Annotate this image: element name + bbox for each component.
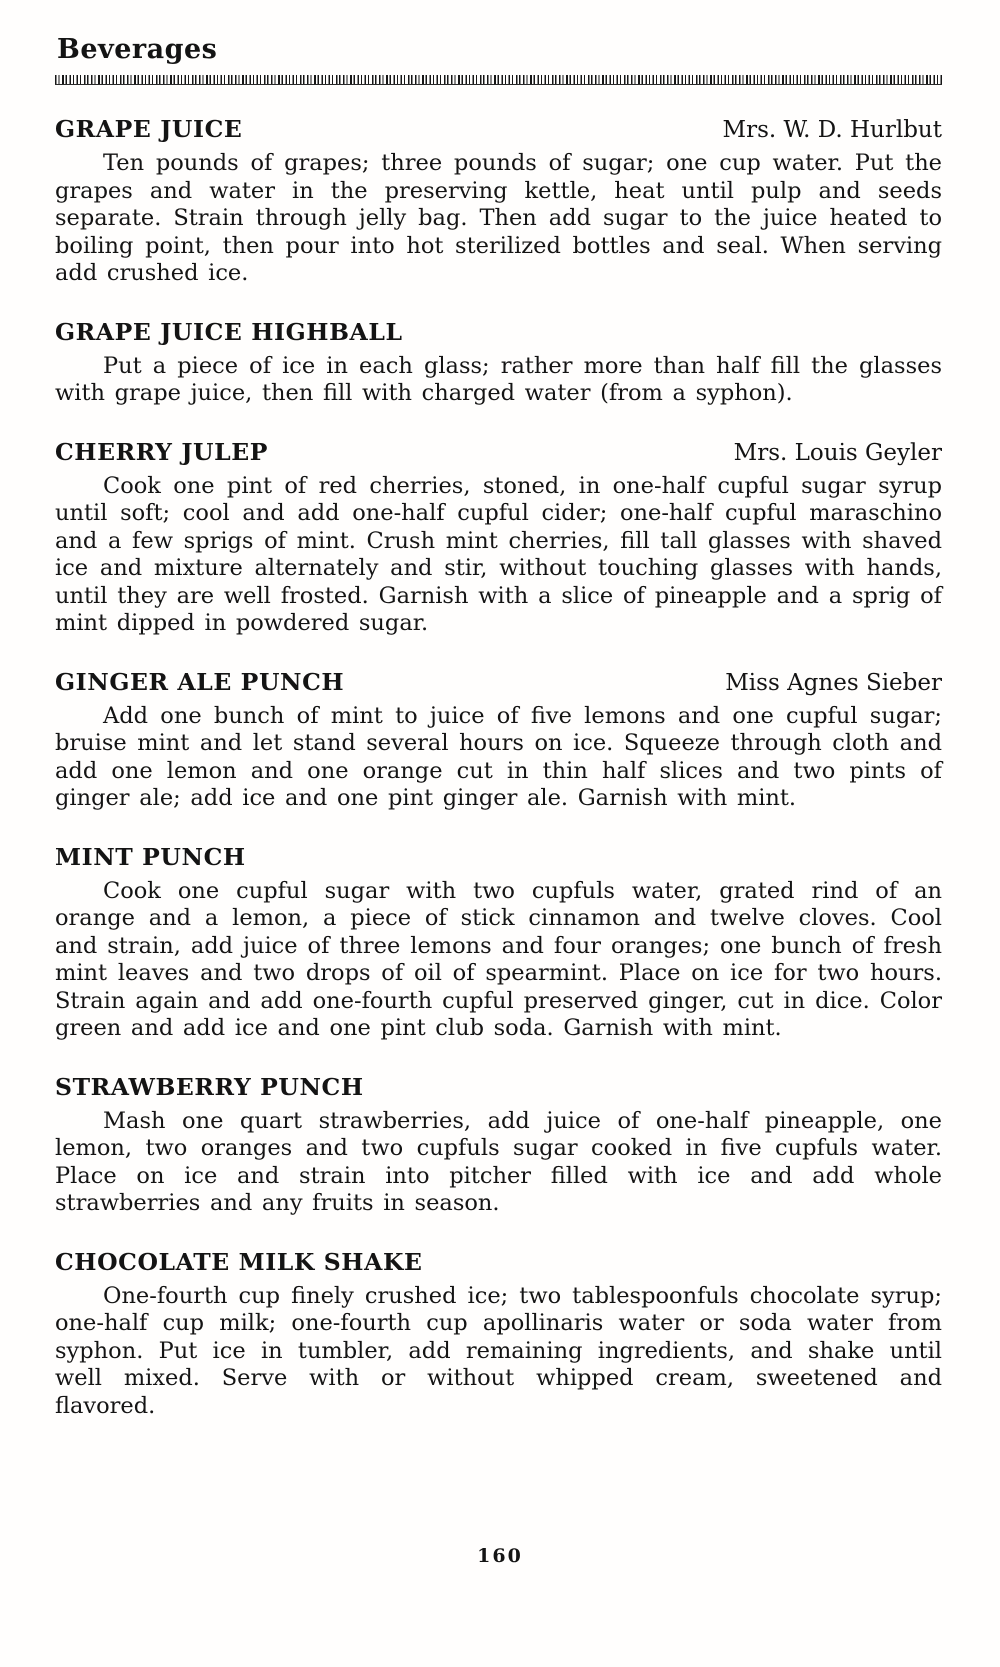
recipe-title: CHOCOLATE MILK SHAKE — [55, 1247, 423, 1276]
recipe-body: Mash one quart strawberries, add juice of one-half pineapple, one lemon, two oranges and two cupfuls sugar cooked in five cupfuls water. Place on ice and strain into pitcher filled with ice and add whole strawberries and any fruits in season. — [55, 1107, 942, 1216]
page-number: 160 — [477, 1545, 523, 1567]
recipe-section — [55, 438, 942, 638]
running-head: Beverages — [57, 34, 218, 65]
recipe-heading-row — [55, 438, 942, 466]
recipe-heading-row — [55, 668, 942, 696]
recipe-body: One-fourth cup finely crushed ice; two tablespoonfuls chocolate syrup; one-half cup milk; one-fourth cup apollinaris water or soda water from syphon. Put ice in tumbler, add remaining ingredients, and shake until well mixed. Serve with or without whipped cream, sweetened and flavored. — [55, 1282, 942, 1419]
recipe-heading-row — [55, 1073, 942, 1101]
recipe-title: GRAPE JUICE HIGHBALL — [55, 317, 403, 346]
recipe-body: Cook one pint of red cherries, stoned, in one-half cupful sugar syrup until soft; cool and add one-half cupful cider; one-half cupful maraschino and a few sprigs of mint. Crush mint cherries, fill tall glasses with shaved ice and mixture alternately and stir, without touching glasses with hands, until they are well frosted. Garnish with a slice of pineapple and a sprig of mint dipped in powdered sugar. — [55, 472, 942, 636]
recipe-section — [55, 1248, 942, 1421]
page-header — [55, 34, 942, 85]
recipe-contributor: Mrs. Louis Geyler — [733, 439, 942, 466]
recipe-section — [55, 843, 942, 1043]
recipe-section — [55, 1073, 942, 1218]
page-footer — [0, 1527, 1000, 1667]
recipe-title: CHERRY JULEP — [55, 437, 269, 466]
recipe-heading-row — [55, 843, 942, 871]
recipe-section — [55, 115, 942, 288]
recipe-heading-row — [55, 115, 942, 143]
recipe-title: GRAPE JUICE — [55, 115, 243, 143]
recipe-heading-row — [55, 318, 942, 346]
recipe-heading-row — [55, 1248, 942, 1276]
recipe-body: Ten pounds of grapes; three pounds of sugar; one cup water. Put the grapes and water in the preserving kettle, heat until pulp and seeds separate. Strain through jelly bag. Then add sugar to the juice heated to boiling point, then pour into hot sterilized bottles and seal. When serving add crushed ice. — [55, 150, 942, 286]
recipe-list — [55, 115, 942, 1420]
recipe-body: Put a piece of ice in each glass; rather more than half fill the glasses with grape juice, then fill with charged water (from a syphon). — [55, 352, 942, 406]
decorative-hatched-rule — [55, 75, 942, 85]
recipe-section — [55, 318, 942, 408]
recipe-title: STRAWBERRY PUNCH — [55, 1072, 364, 1101]
recipe-title: MINT PUNCH — [55, 842, 246, 871]
recipe-contributor: Miss Agnes Sieber — [725, 669, 942, 696]
recipe-contributor: Mrs. W. D. Hurlbut — [722, 117, 942, 143]
recipe-section — [55, 668, 942, 813]
recipe-title: GINGER ALE PUNCH — [55, 667, 345, 696]
recipe-body: Add one bunch of mint to juice of five lemons and one cupful sugar; bruise mint and let stand several hours on ice. Squeeze through cloth and add one lemon and one orange cut in thin half slices and two pints of ginger ale; add ice and one pint ginger ale. Garnish with mint. — [55, 702, 942, 811]
recipe-body: Cook one cupful sugar with two cupfuls water, grated rind of an orange and a lemon, a piece of stick cinnamon and twelve cloves. Cool and strain, add juice of three lemons and four oranges; one bunch of fresh mint leaves and two drops of oil of spearmint. Place on ice for two hours. Strain again and add one-fourth cupful preserved ginger, cut in dice. Color green and add ice and one pint club soda. Garnish with mint. — [55, 877, 942, 1041]
